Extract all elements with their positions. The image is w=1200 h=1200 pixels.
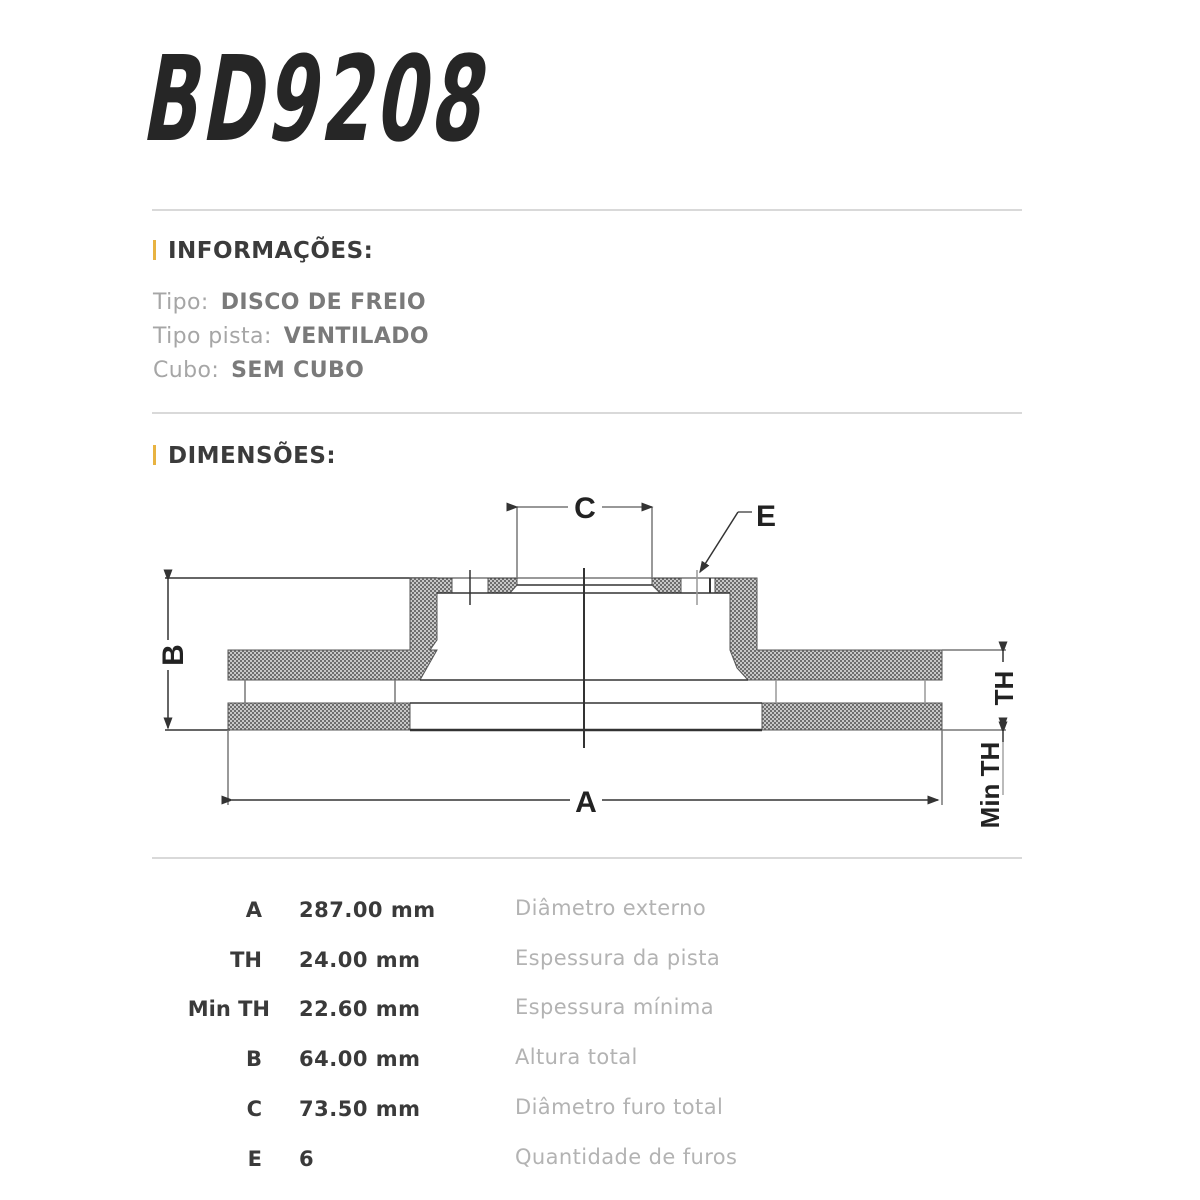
right-hub-flange [652, 578, 681, 593]
label-th: TH [989, 670, 1019, 706]
spec-value: 73.50 mm [299, 1097, 421, 1121]
spec-description: Altura total [515, 1045, 638, 1069]
spec-description: Diâmetro furo total [515, 1095, 724, 1119]
left-hat-wall [228, 578, 452, 680]
spec-description: Espessura mínima [515, 995, 714, 1019]
divider-bottom [152, 857, 1022, 859]
label-e: E [755, 500, 777, 533]
spec-value: 24.00 mm [299, 948, 421, 972]
right-hat-wall [715, 578, 942, 680]
spec-key: A [245, 898, 262, 922]
spec-description: Quantidade de furos [515, 1145, 738, 1169]
label-c: C [574, 492, 596, 525]
spec-key: E [247, 1147, 262, 1171]
info-heading-text: INFORMAÇÕES: [168, 238, 374, 264]
spec-value: 22.60 mm [299, 997, 421, 1021]
right-lower-friction-plate [762, 703, 942, 730]
spec-value: 287.00 mm [299, 898, 436, 922]
left-hub-flange [488, 578, 517, 593]
spec-value: 64.00 mm [299, 1047, 421, 1071]
part-number-title: BD9208 [135, 30, 503, 168]
info-value: SEM CUBO [231, 358, 365, 383]
dimensions-heading-text: DIMENSÕES: [168, 443, 337, 469]
info-value: VENTILADO [283, 324, 430, 349]
spec-description: Espessura da pista [515, 946, 721, 970]
label-a: A [575, 786, 597, 819]
info-value: DISCO DE FREIO [220, 290, 426, 315]
label-b: B [157, 644, 190, 666]
label-min-th: Min TH [975, 741, 1005, 829]
spec-key: TH [230, 948, 262, 972]
spec-key: B [245, 1047, 262, 1071]
left-lower-friction-plate [228, 703, 410, 730]
info-label: Tipo pista: [153, 324, 272, 349]
info-label: Cubo: [153, 358, 220, 383]
spec-value: 6 [299, 1147, 315, 1171]
spec-key: Min TH [187, 997, 270, 1021]
spec-description: Diâmetro externo [515, 896, 707, 920]
spec-key: C [246, 1097, 262, 1121]
info-label: Tipo: [153, 290, 209, 315]
